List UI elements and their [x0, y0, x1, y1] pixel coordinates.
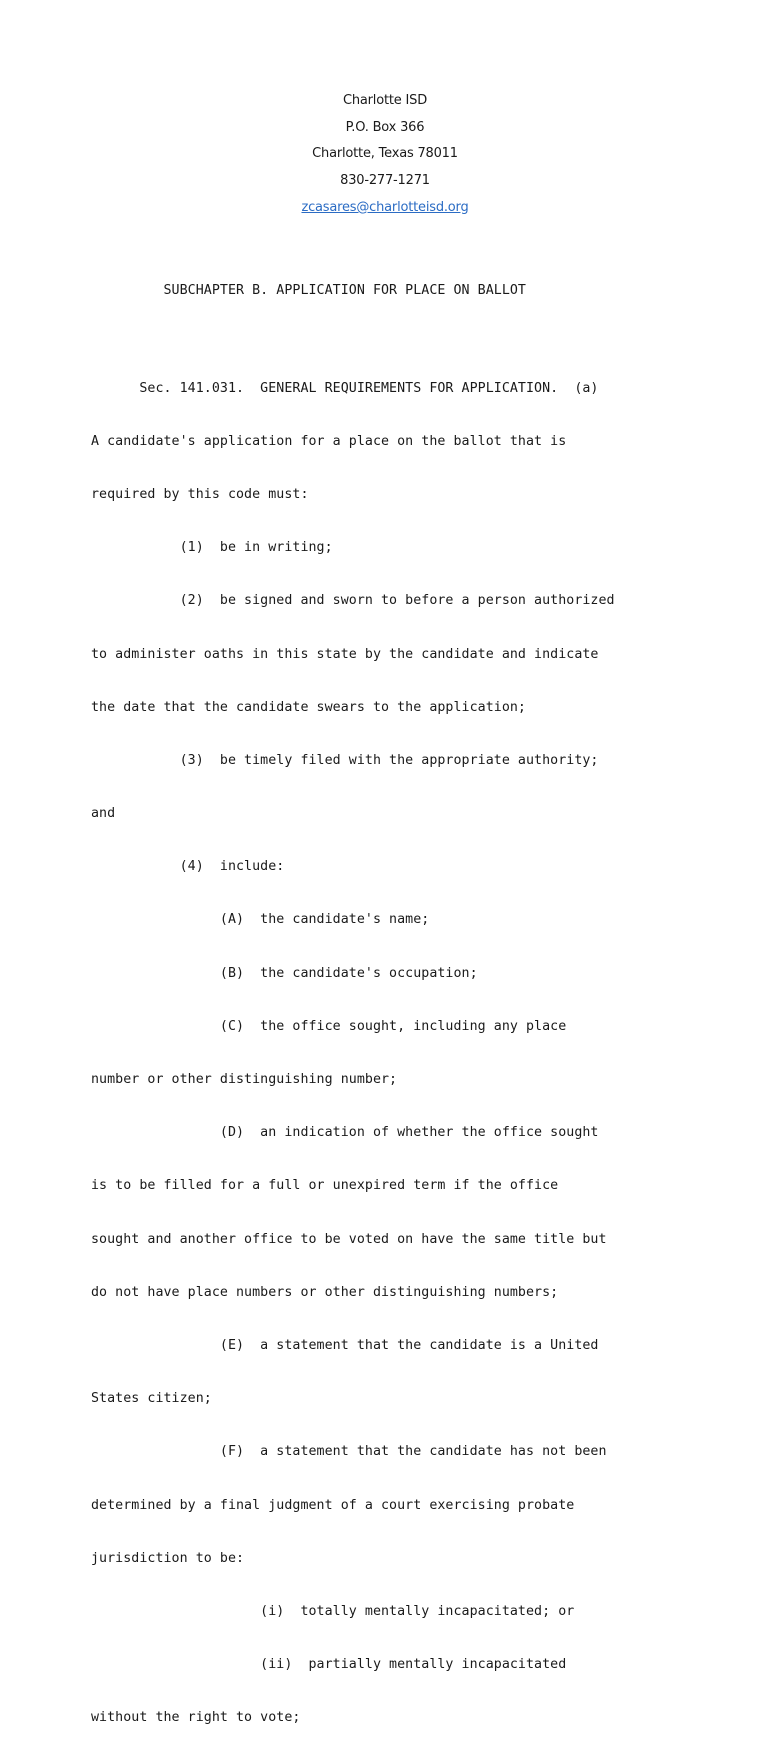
subchapter-heading: SUBCHAPTER B. APPLICATION FOR PLACE ON BALLOT	[91, 283, 526, 298]
statute-line: (F) a statement that the candidate has not been	[91, 1444, 607, 1460]
email-link[interactable]: zcasares@charlotteisd.org	[301, 199, 469, 215]
statute-line: number or other distinguishing number;	[91, 1072, 398, 1088]
statute-line: jurisdiction to be:	[91, 1550, 245, 1566]
statute-line: and	[91, 806, 116, 822]
phone-number: 830-277-1271	[340, 173, 430, 189]
org-name: Charlotte ISD	[342, 93, 427, 108]
statute-line: the date that the candidate swears to the application;	[91, 699, 526, 715]
statute-line: to administer oaths in this state by the candidate and indicate	[91, 646, 599, 662]
statute-line: (A) the candidate's name;	[91, 912, 430, 928]
statute-line: (1) be in writing;	[91, 540, 333, 556]
email-line	[0, 197, 770, 224]
statute-line: States citizen;	[91, 1391, 212, 1407]
statute-line: (B) the candidate's occupation;	[91, 965, 478, 981]
statute-line: (D) an indication of whether the office sought	[91, 1125, 599, 1141]
statute-line: (3) be timely filed with the appropriate authority;	[91, 752, 599, 768]
paragraph-gap	[91, 333, 691, 347]
letterhead	[0, 90, 770, 223]
statute-line: do not have place numbers or other distinguishing numbers;	[91, 1284, 559, 1300]
statute-line: (i) totally mentally incapacitated; or	[91, 1603, 575, 1619]
statute-line: is to be filled for a full or unexpired term if the office	[91, 1178, 559, 1194]
statute-line: A candidate's application for a place on the ballot that is	[91, 433, 567, 449]
statute-line: required by this code must:	[91, 486, 309, 502]
statute-line: (2) be signed and sworn to before a person authorized	[91, 593, 615, 609]
statute-line: sought and another office to be voted on have the same title but	[91, 1231, 607, 1247]
statute-line: determined by a final judgment of a court exercising probate	[91, 1497, 575, 1513]
statute-text	[91, 250, 691, 1745]
statute-line: (ii) partially mentally incapacitated	[91, 1657, 567, 1673]
statute-line: (C) the office sought, including any place	[91, 1018, 567, 1034]
statute-line: Sec. 141.031. GENERAL REQUIREMENTS FOR APPLICATION. (a)	[91, 380, 599, 396]
statute-line: without the right to vote;	[91, 1710, 301, 1726]
statute-line: (E) a statement that the candidate is a United	[91, 1337, 599, 1353]
po-box: P.O. Box 366	[345, 119, 425, 135]
statute-line: (4) include:	[91, 859, 285, 875]
city-state-zip: Charlotte, Texas 78011	[312, 146, 458, 162]
